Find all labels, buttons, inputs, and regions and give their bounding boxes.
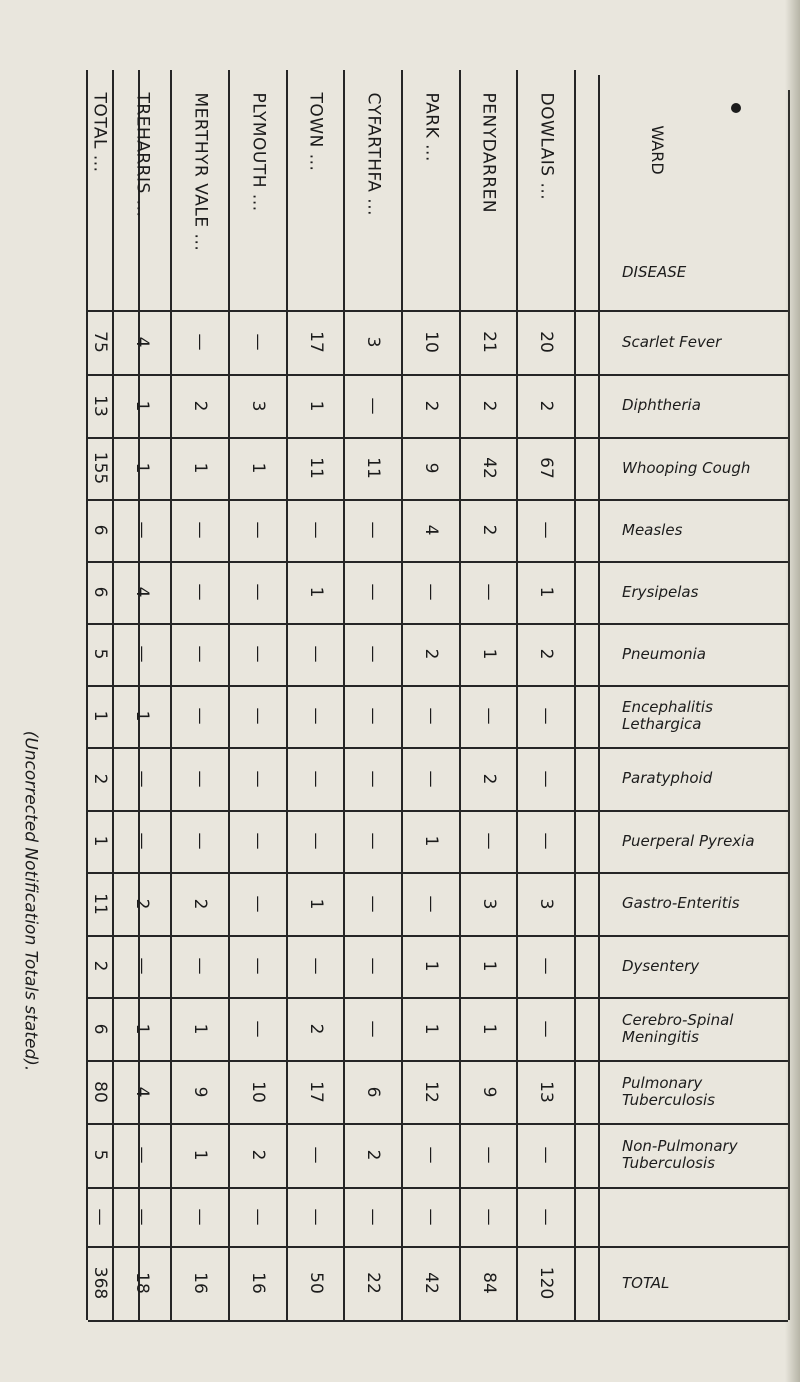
table-cell-value: 6 <box>89 524 110 536</box>
table-cell-value: — <box>305 521 326 539</box>
table-cell-value: — <box>132 645 152 663</box>
table-cell-value: 1 <box>132 1023 152 1034</box>
table-cell-value: 1 <box>190 1149 210 1161</box>
table-cell-value: 4 <box>421 524 441 536</box>
table-cell-value: — <box>363 397 383 414</box>
table-cell-value: 20 <box>536 331 556 353</box>
table-cell-value: 2 <box>89 960 110 972</box>
table-cell-value: 1 <box>478 960 499 972</box>
table-cell-value: — <box>248 832 268 850</box>
table-cell-value: — <box>132 957 152 975</box>
table-cell-value: — <box>536 832 556 850</box>
disease-label: Gastro-Enteritis <box>622 894 740 912</box>
table-cell-value: — <box>363 832 383 850</box>
table-cell-value: 2 <box>421 400 441 411</box>
column-separator <box>343 70 345 1320</box>
table-cell-value: — <box>421 770 441 787</box>
table-cell-value: — <box>132 832 152 850</box>
table-cell-value: — <box>248 895 268 912</box>
table-cell-value: — <box>305 1146 326 1164</box>
table-cell-value: 1 <box>305 586 326 598</box>
disease-label: Cerebro-Spinal Meningitis <box>622 1010 734 1046</box>
table-cell-value: — <box>536 521 556 539</box>
table-cell-value: 2 <box>536 400 556 411</box>
table-cell-value: 42 <box>421 1272 441 1294</box>
table-cell-value: 21 <box>478 331 499 353</box>
disease-label: Erysipelas <box>622 582 699 601</box>
ward-name: TOWN ... <box>305 92 326 172</box>
table-cell-value: — <box>248 770 268 787</box>
column-separator <box>574 70 576 1320</box>
table-cell-value: 4 <box>132 586 152 598</box>
table-cell-value: — <box>190 770 210 787</box>
table-cell-value: — <box>190 645 210 663</box>
table-cell-value: 10 <box>248 1080 268 1103</box>
table-cell-value: 3 <box>478 898 499 909</box>
table-cell-value: 9 <box>478 1086 499 1097</box>
column-separator <box>286 70 288 1320</box>
table-cell-value: 120 <box>536 1266 556 1300</box>
table-cell-value: — <box>536 957 556 975</box>
table-cell-value: — <box>363 1020 383 1037</box>
table-cell-value: 1 <box>132 710 152 722</box>
table-cell-value: 3 <box>363 336 383 348</box>
table-cell-value: 16 <box>248 1272 268 1294</box>
table-cell-value: — <box>190 583 210 601</box>
table-cell-value: 2 <box>89 773 110 784</box>
disease-label: Puerperal Pyrexia <box>622 831 755 850</box>
table-cell-value: 9 <box>421 462 441 474</box>
table-cell-value: 6 <box>89 1023 110 1034</box>
table-cell-value: 17 <box>305 331 326 353</box>
table-cell-value: — <box>248 1020 268 1037</box>
table-cell-value: 2 <box>478 400 499 411</box>
table-cell-value: 2 <box>248 1149 268 1161</box>
ward-name: MERTHYR VALE ... <box>190 92 210 252</box>
ward-name: TREHARRIS ... <box>132 92 152 218</box>
table-cell-value: 2 <box>190 400 210 411</box>
table-cell-value: — <box>478 583 499 601</box>
table-cell-value: — <box>421 1146 441 1164</box>
table-cell-value: — <box>478 707 499 725</box>
table-cell-value: 17 <box>305 1080 326 1103</box>
table-cell-value: — <box>536 1208 556 1225</box>
ward-name: DOWLAIS ... <box>536 92 556 201</box>
table-cell-value: — <box>363 895 383 912</box>
table-cell-value: 1 <box>190 1023 210 1034</box>
table-cell-value: 12 <box>421 1080 441 1103</box>
table-cell-value: — <box>132 521 152 539</box>
table-cell-value: — <box>190 333 210 351</box>
ward-name: PLYMOUTH ... <box>248 92 268 212</box>
table-cell-value: 75 <box>89 331 110 353</box>
table-cell-value: 2 <box>305 1023 326 1034</box>
table-caption: (Uncorrected Notification Totals stated). <box>20 730 41 1071</box>
table-cell-value: — <box>248 1208 268 1225</box>
table-cell-value: — <box>421 1208 441 1225</box>
table-cell-value: 2 <box>536 648 556 660</box>
table-cell-value: — <box>363 1208 383 1225</box>
disease-label: Encephalitis Lethargica <box>622 698 713 733</box>
table-cell-value: — <box>536 1020 556 1037</box>
table-cell-value: 368 <box>89 1266 110 1300</box>
column-separator <box>459 70 461 1320</box>
ward-header-bullet <box>731 103 741 113</box>
ward-header-cell <box>643 95 673 205</box>
ward-name: PARK ... <box>421 92 441 162</box>
ward-name: CYFARTHFA ... <box>363 92 383 217</box>
row-separator <box>88 1320 788 1322</box>
table-cell-value: 6 <box>89 586 110 598</box>
table-cell-value: 2 <box>363 1149 383 1161</box>
ward-name: PENYDARREN <box>478 92 499 214</box>
table-cell-value: — <box>132 1146 152 1164</box>
table-cell-value: 18 <box>132 1272 152 1294</box>
table-cell-value: 1 <box>421 1023 441 1034</box>
table-cell-value: 80 <box>89 1080 110 1103</box>
table-cell-value: 1 <box>89 710 110 722</box>
disease-label: Non-Pulmonary Tuberculosis <box>622 1137 738 1172</box>
table-cell-value: — <box>536 1146 556 1164</box>
table-cell-value: 9 <box>190 1086 210 1097</box>
table-cell-value: 22 <box>363 1272 383 1294</box>
disease-header-label: DISEASE <box>622 263 687 281</box>
table-cell-value: — <box>305 645 326 663</box>
table-cell-value: — <box>363 707 383 725</box>
table-cell-value: — <box>536 707 556 725</box>
table-cell-value: 2 <box>190 898 210 909</box>
table-cell-value: — <box>190 521 210 539</box>
table-cell-value: — <box>363 957 383 975</box>
table-cell-value: — <box>363 583 383 601</box>
table-cell-value: — <box>132 1208 152 1225</box>
table-cell-value: — <box>421 707 441 725</box>
table-cell-value: 2 <box>132 898 152 909</box>
table-cell-value: 11 <box>89 892 110 915</box>
disease-label: Diphtheria <box>622 396 701 414</box>
disease-label: Paratyphoid <box>622 769 713 787</box>
disease-label: Pulmonary Tuberculosis <box>622 1073 715 1109</box>
table-cell-value: — <box>363 645 383 663</box>
table-cell-value: — <box>363 770 383 787</box>
table-cell-value: 13 <box>89 394 110 417</box>
table-cell-value: — <box>190 957 210 975</box>
table-cell-value: 10 <box>421 331 441 353</box>
disease-label: Pneumonia <box>622 644 706 663</box>
table-cell-value: — <box>248 521 268 539</box>
disease-column-left-border <box>598 75 600 1320</box>
ward-header-label: WARD <box>648 125 668 175</box>
table-cell-value: 1 <box>132 400 152 411</box>
table-cell-value: — <box>132 770 152 787</box>
table-cell-value: — <box>305 832 326 850</box>
table-cell-value: — <box>190 1208 210 1225</box>
table-cell-value: 155 <box>89 451 110 485</box>
table-cell-value: — <box>363 521 383 539</box>
table-cell-value: 1 <box>536 586 556 598</box>
table-cell-value: 1 <box>305 400 326 411</box>
table-cell-value: 2 <box>421 648 441 660</box>
disease-label: Whooping Cough <box>622 458 751 477</box>
table-cell-value: 16 <box>190 1272 210 1294</box>
table-cell-value: — <box>248 707 268 725</box>
table-cell-value: 84 <box>478 1272 499 1294</box>
table-cell-value: — <box>248 583 268 601</box>
table-cell-value: — <box>190 707 210 725</box>
page-edge-shadow <box>785 0 800 1382</box>
table-cell-value: 6 <box>363 1086 383 1097</box>
disease-label <box>622 1187 782 1246</box>
table-cell-value: 2 <box>478 524 499 536</box>
table-cell-value: 3 <box>536 898 556 909</box>
table-cell-value: 50 <box>305 1272 326 1294</box>
table-cell-value: 4 <box>132 336 152 348</box>
table-cell-value: 1 <box>190 462 210 474</box>
column-separator <box>228 70 230 1320</box>
table-cell-value: — <box>248 645 268 663</box>
column-separator <box>516 70 518 1320</box>
table-cell-value: 11 <box>363 457 383 479</box>
table-cell-value: 1 <box>421 835 441 847</box>
table-cell-value: — <box>305 770 326 787</box>
table-cell-value: — <box>190 832 210 850</box>
table-cell-value: 42 <box>478 457 499 479</box>
table-cell-value: — <box>248 333 268 351</box>
disease-label: Measles <box>622 520 683 539</box>
disease-label: Dysentery <box>622 956 700 975</box>
table-cell-value: — <box>305 707 326 725</box>
table-cell-value: 13 <box>536 1080 556 1103</box>
table-cell-value: — <box>421 895 441 912</box>
table-cell-value: 11 <box>305 457 326 479</box>
table-cell-value: 67 <box>536 457 556 479</box>
table-cell-value: 4 <box>132 1086 152 1097</box>
table-cell-value: 1 <box>248 462 268 474</box>
disease-label: TOTAL <box>622 1273 670 1292</box>
disease-label: Scarlet Fever <box>622 332 722 351</box>
table-cell-value: 5 <box>89 648 110 660</box>
table-cell-value: — <box>305 957 326 975</box>
table-cell-value: — <box>305 1208 326 1225</box>
table-cell-value: 2 <box>478 773 499 784</box>
table-cell-value: 1 <box>305 898 326 909</box>
table-cell-value: 1 <box>89 835 110 847</box>
table-caption-container <box>20 730 41 1071</box>
table-cell-value: — <box>421 583 441 601</box>
column-separator <box>170 70 172 1320</box>
table-cell-value: 1 <box>132 462 152 474</box>
table-cell-value: — <box>478 1146 499 1164</box>
table-cell-value: — <box>478 832 499 850</box>
table-cell-value: 3 <box>248 400 268 411</box>
table-cell-value: — <box>478 1208 499 1225</box>
table-cell-value: — <box>536 770 556 787</box>
table-cell-value: 1 <box>478 648 499 660</box>
column-separator <box>401 70 403 1320</box>
table-cell-value: — <box>89 1208 110 1225</box>
table-cell-value: 1 <box>478 1023 499 1034</box>
table-cell-value: 5 <box>89 1149 110 1161</box>
table-cell-value: — <box>248 957 268 975</box>
ward-name: TOTAL ... <box>89 92 110 173</box>
table-cell-value: 1 <box>421 960 441 972</box>
